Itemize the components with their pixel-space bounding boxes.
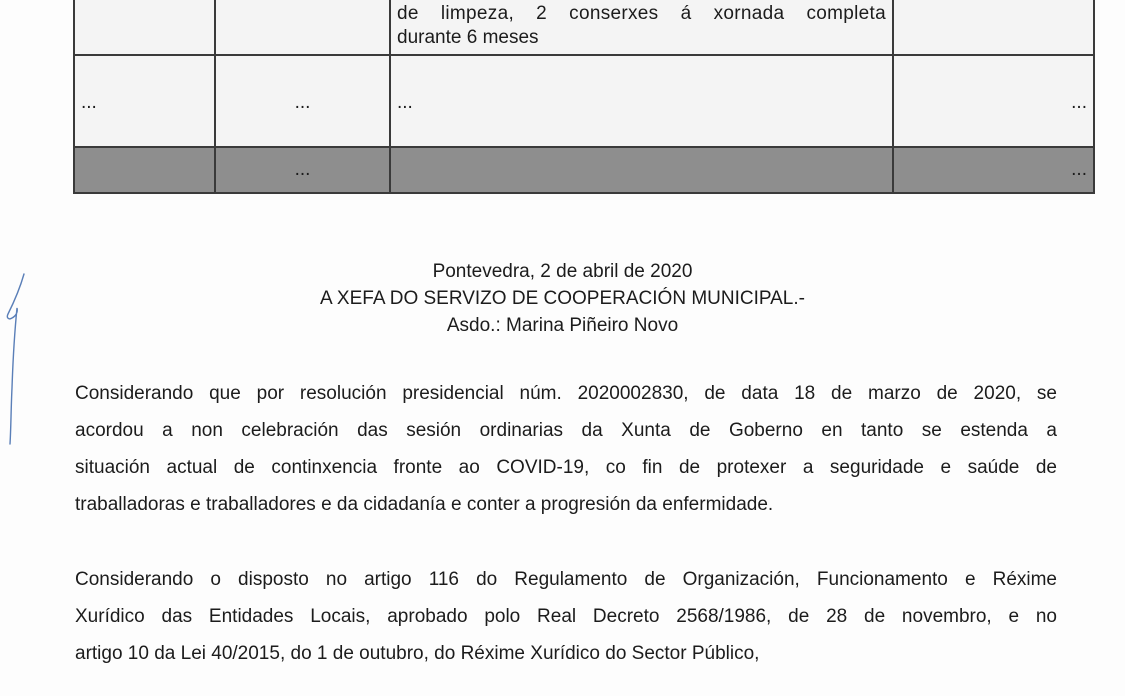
table-cell: ... — [215, 147, 390, 193]
paragraph-considerando-1 — [75, 375, 1057, 523]
data-table — [73, 0, 1095, 194]
place-date: Pontevedra, 2 de abril de 2020 — [432, 261, 693, 282]
table-row — [74, 0, 1094, 55]
table-cell — [74, 147, 215, 193]
paragraph-line: acordou a non celebración das sesión ordinarias da Xunta de Goberno en tanto se estenda a — [75, 420, 1057, 441]
signature-block — [0, 258, 1125, 339]
paragraph-line: Considerando o disposto no artigo 116 do Regulamento de Organización, Funcionamento e Réxime — [75, 569, 1057, 590]
paragraph-line: situación actual de continxencia fronte ao COVID-19, co fin de protexer a seguridade e saúde de — [75, 457, 1057, 478]
table-cell: ... — [390, 55, 893, 147]
table-cell — [390, 147, 893, 193]
table-cell: ... — [893, 147, 1094, 193]
table-row — [74, 55, 1094, 147]
paragraph-line: artigo 10 da Lei 40/2015, do 1 de outubro, do Réxime Xurídico do Sector Público, — [75, 643, 760, 664]
cell-text-line: durante 6 meses — [397, 27, 539, 48]
table-cell: ... — [215, 55, 390, 147]
table-cell — [390, 0, 893, 55]
signatory-name: Asdo.: Marina Piñeiro Novo — [446, 315, 679, 336]
signatory-role: A XEFA DO SERVIZO DE COOPERACIÓN MUNICIPAL.- — [320, 288, 805, 309]
table-cell: ... — [74, 55, 215, 147]
paragraph-line: Considerando que por resolución presidencial núm. 2020002830, de data 18 de marzo de 2020, se — [75, 383, 1057, 404]
paragraph-line: Xurídico das Entidades Locais, aprobado polo Real Decreto 2568/1986, de 28 de novembro, e no — [75, 606, 1057, 627]
paragraph-line: traballadoras e traballadores e da cidadanía e conter a progresión da enfermidade. — [75, 494, 774, 515]
cell-text-line: de limpeza, 2 conserxes á xornada completa — [397, 3, 886, 24]
table-cell: ... — [893, 55, 1094, 147]
table-cell — [215, 0, 390, 55]
table-cell — [893, 0, 1094, 55]
table-cell — [74, 0, 215, 55]
paragraph-considerando-2 — [75, 561, 1057, 672]
table-row — [74, 147, 1094, 193]
